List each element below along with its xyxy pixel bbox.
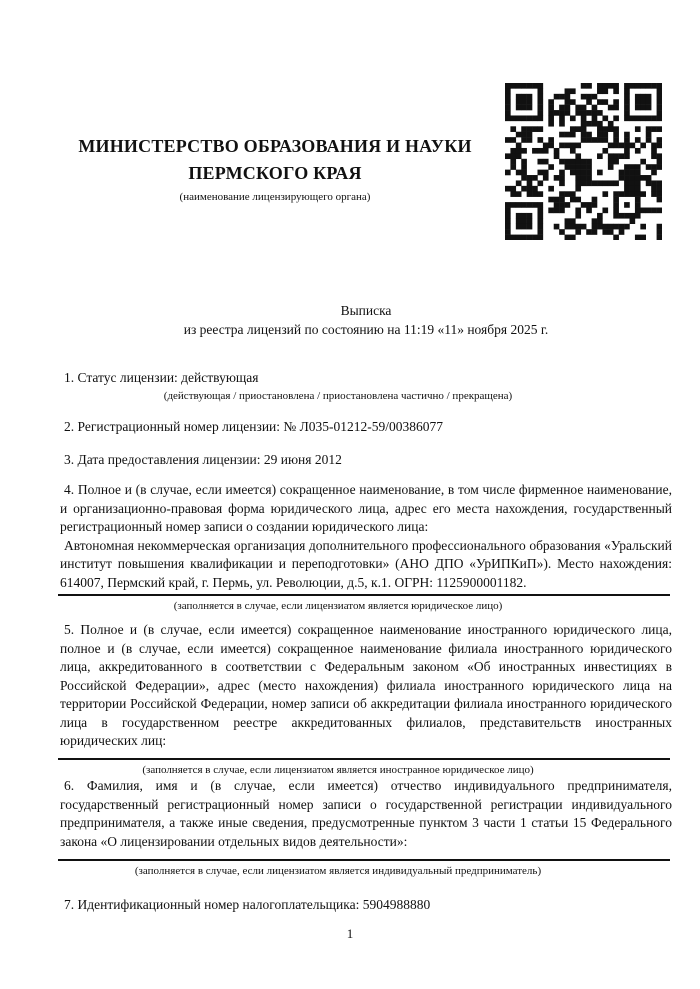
item-2-registration-number: [60, 418, 672, 437]
item-6-caption: (заполняется в случае, если лицензиатом является индивидуальный предприниматель): [134, 865, 542, 877]
document-title: [60, 301, 672, 339]
issuing-authority-header: [60, 133, 490, 204]
item-1-text: 1. Статус лицензии: действующая: [64, 370, 259, 385]
item-3-text: 3. Дата предоставления лицензии: 29 июня 2012: [64, 452, 342, 467]
item-6-text: 6. Фамилия, имя и (в случае, если имеется) отчество индивидуального предпринимателя, государственный регистрационный номер записи о государственной регистрации индивидуального предпринимателя, а также иные сведения, предусмотренные пунктом 3 части 1 статьи 15 Федерального закона «О лицензировании отдельных видов деятельности»:: [60, 778, 672, 849]
ministry-subtitle: (наименование лицензирующего органа): [179, 191, 371, 203]
item-4-caption: (заполняется в случае, если лицензиатом является юридическое лицо): [173, 600, 503, 612]
field-underline: [58, 594, 670, 596]
item-7-taxpayer-number: [60, 896, 672, 915]
item-1-caption: (действующая / приостановлена / приостановлена частично / прекращена): [163, 389, 513, 402]
qr-code: [505, 83, 662, 240]
ministry-title-line1: МИНИСТЕРСТВО ОБРАЗОВАНИЯ И НАУКИ: [78, 136, 472, 156]
item-4-legal-entity: [60, 481, 672, 613]
field-underline: [58, 758, 670, 760]
item-3-license-date: [60, 451, 672, 470]
item-4-value: Автономная некоммерческая организация дополнительного профессионального образования «Уральский институт повышения квалификации и переподготовки» (АНО ДПО «УрИПКиП»). Место нахождения: 614007, Пермский край, г. Пермь, ул. Революции, д.5, к.1. ОГРН: 1125900001182.: [60, 537, 672, 590]
document-date-line: из реестра лицензий по состоянию на 11:19 «11» ноября 2025 г.: [183, 322, 549, 337]
field-underline: [58, 859, 670, 861]
ministry-title-line2: ПЕРМСКОГО КРАЯ: [188, 163, 362, 183]
item-5-foreign-entity: [60, 621, 672, 777]
item-1-license-status: [60, 369, 672, 403]
page-number: 1: [346, 926, 354, 941]
item-6-individual-entrepreneur: [60, 777, 672, 878]
item-2-text: 2. Регистрационный номер лицензии: № Л035-01212-59/00386077: [64, 419, 444, 434]
item-5-text: 5. Полное и (в случае, если имеется) сокращенное наименование иностранного юридического лица, полное и (в случае, если имеется) сокращенное наименование филиала иностранного юридического лица, аккредитованного в соответствии с Федеральным законом «Об иностранных инвестициях в Российской Федерации», адрес (место нахождения) филиала иностранного юридического лица на территории Российской Федерации, номер записи об аккредитации филиала иностранного юридического лица в государственном реестре аккредитованных филиалов, представительств иностранных юридических лиц:: [60, 622, 672, 748]
ministry-title: [60, 133, 490, 187]
item-7-text: 7. Идентификационный номер налогоплательщика: 5904988880: [64, 897, 431, 912]
document-title-line: Выписка: [340, 303, 392, 318]
item-4-text: 4. Полное и (в случае, если имеется) сокращенное наименование, в том числе фирменное наименование, и организационно-правовая форма юридического лица, адрес его места нахождения, государственный регистрационный номер записи о создании юридического лица:: [60, 482, 672, 534]
item-5-caption: (заполняется в случае, если лицензиатом является иностранное юридическое лицо): [142, 763, 534, 776]
